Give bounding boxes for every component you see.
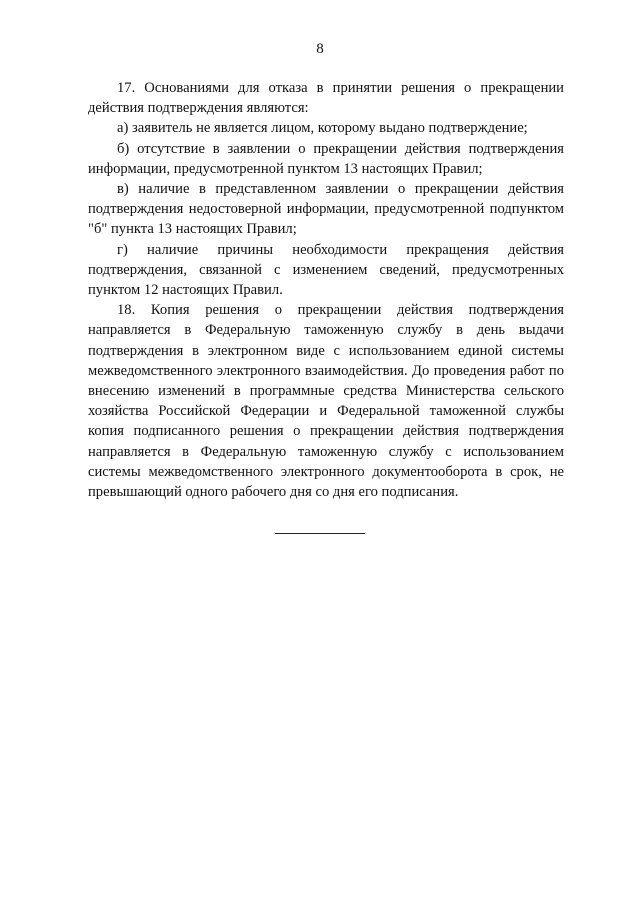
paragraph-17-a: а) заявитель не является лицом, которому выдано подтверждение; bbox=[117, 120, 528, 137]
document-body bbox=[88, 78, 564, 502]
page-number: 8 bbox=[316, 41, 324, 57]
paragraph-17: 17. Основаниями для отказа в принятии решения о прекращении действия подтверждения являются: bbox=[88, 80, 564, 117]
end-divider-line bbox=[275, 533, 365, 534]
paragraph-17-b: б) отсутствие в заявлении о прекращении действия подтверждения информации, предусмотренной пунктом 13 настоящих Правил; bbox=[88, 140, 564, 177]
paragraph-18: 18. Копия решения о прекращении действия подтверждения направляется в Федеральную таможенную службу в день выдачи подтверждения в электронном виде с использованием единой системы межведомственного электронного взаимодействия. До проведения работ по внесению изменений в программные средства Министерства сельского хозяйства Российской Федерации и Федеральной таможенной службы копия подписанного решения о прекращении действия подтверждения направляется в Федеральную таможенную службу с использованием системы межведомственного электронного документооборота в срок, не превышающий одного рабочего дня со дня его подписания. bbox=[88, 302, 564, 501]
paragraph-17-g: г) наличие причины необходимости прекращения действия подтверждения, связанной с изменением сведений, предусмотренных пунктом 12 настоящих Правил. bbox=[88, 241, 564, 299]
paragraph-17-v: в) наличие в представленном заявлении о прекращении действия подтверждения недостоверной информации, предусмотренной подпунктом "б" пункта 13 настоящих Правил; bbox=[88, 181, 564, 238]
